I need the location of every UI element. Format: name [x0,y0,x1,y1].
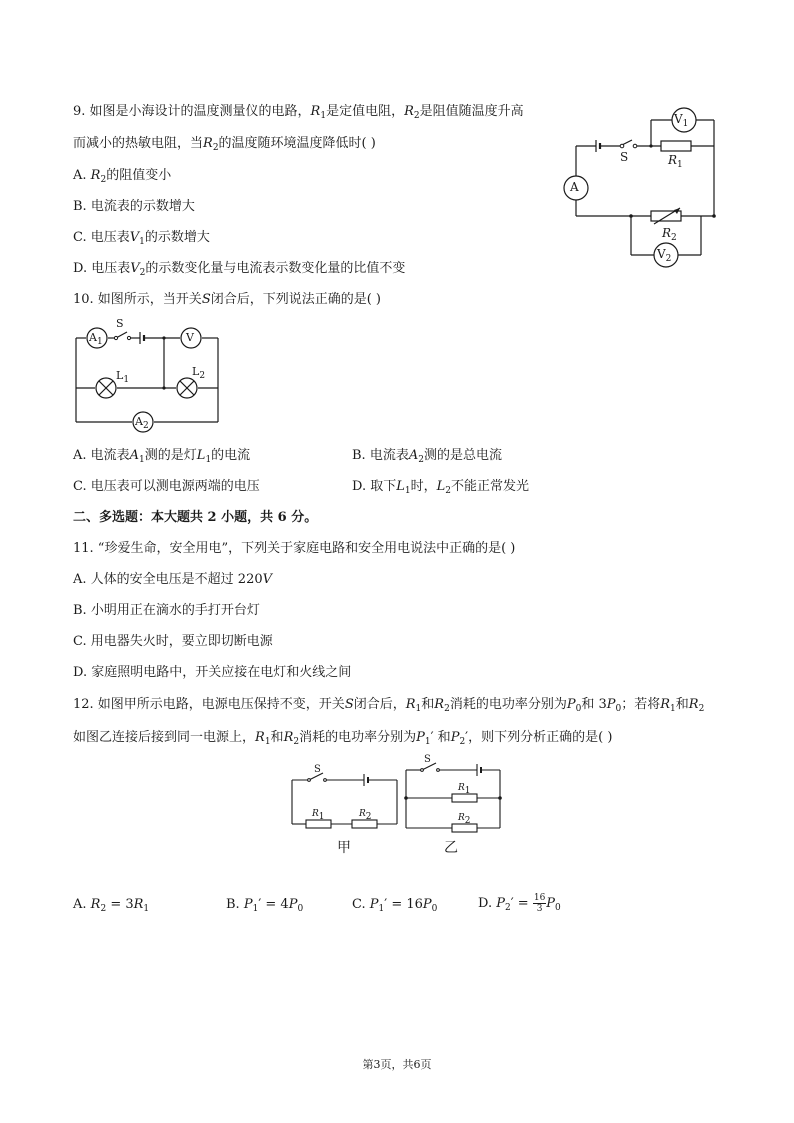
q10-l2-label: $L_2$ [192,365,206,381]
q10-switch-label: S [116,317,124,330]
q9-option-c: C. 电压表$V_1$的示数增大 [73,230,210,247]
q11-option-d: D. 家庭照明电路中，开关应接在电灯和火线之间 [73,665,352,680]
q12-jia-r1-label: R1 [312,809,325,822]
q12-jia-r2-label: R2 [359,809,372,822]
q9-v1-label: $V_1$ [674,112,689,129]
q10-option-d: D. 取下$L_1$时，$L_2$不能正常发光 [352,479,530,496]
q10-option-c: C. 电压表可以测电源两端的电压 [73,479,260,494]
section-heading-multiple-choice: 二、多选题：本大题共 2 小题，共 6 分。 [73,510,318,525]
q12-caption-yi: 乙 [444,840,458,856]
q12-stem-line1: 12. 如图甲所示电路，电源电压保持不变，开关S闭合后，$R_1$和$R_2$消耗的电功率分别为$P_0$和 $3P_0$；若将$R_1$和$R_2$ [73,697,705,714]
q12-option-d: D. $P_2'$ = $\frac{16}{3}$ $P_0$ [478,893,561,914]
q12-yi-r2-label: R2 [458,813,471,826]
q11-stem: 11. “珍爱生命，安全用电”，下列关于家庭电路和安全用电说法中正确的是( ) [73,541,516,556]
q12-option-b: B. $P_1' = 4P_0$ [226,897,304,914]
page-footer: 第3页，共6页 [362,1058,432,1071]
q9-v2-label: $V_2$ [657,247,672,264]
q12-option-c: C. $P_1' = 16P_0$ [352,897,438,914]
q10-a2-label: $A_2$ [135,415,149,431]
q9-ammeter-label: A [570,180,579,194]
q12-yi-r1-label: R1 [458,783,471,796]
q11-option-c: C. 用电器失火时，要立即切断电源 [73,634,273,649]
q12-jia-switch-label: S [314,764,321,775]
q10-voltmeter-label: V [186,331,194,344]
q9-r2-label: $R_2$ [662,226,677,243]
q12-circuit-jia [289,762,401,832]
q9-circuit-diagram [556,100,726,270]
q12-caption-jia: 甲 [337,840,351,856]
q10-l1-label: $L_1$ [116,369,130,385]
q11-option-a: A. 人体的安全电压是不超过 220V [73,572,273,587]
q10-stem: 10. 如图所示，当开关S闭合后，下列说法正确的是( ) [73,292,381,307]
q10-option-b: B. 电流表$A_2$测的是总电流 [352,448,502,465]
q9-option-b: B. 电流表的示数增大 [73,199,195,214]
q10-a1-label: $A_1$ [89,331,103,347]
q9-r1-label: $R_1$ [668,153,683,170]
q9-option-d: D. 电压表$V_2$的示数变化量与电流表示数变化量的比值不变 [73,261,406,278]
fraction-16-3: $\frac{16}{3}$ [533,893,546,914]
q12-option-a: A. $R_2 = 3R_1$ [73,897,150,914]
q10-option-a: A. 电流表$A_1$测的是灯$L_1$的电流 [73,448,251,465]
q12-circuit-yi [402,752,507,834]
q12-yi-switch-label: S [424,754,431,765]
q9-stem-line1: 9. 如图是小海设计的温度测量仪的电路，$R_1$是定值电阻，$R_2$是阻值随温度升高 [73,104,524,121]
q10-circuit-diagram [72,318,227,438]
q9-switch-label: S [620,150,629,164]
q9-stem-line2: 而减小的热敏电阻，当$R_2$的温度随环境温度降低时( ) [73,136,376,153]
q12-stem-line2: 如图乙连接后接到同一电源上，$R_1$和$R_2$消耗的电功率分别为$P_1'$ 和$P_2'$，则下列分析正确的是( ) [73,730,613,747]
q11-option-b: B. 小明用正在滴水的手打开台灯 [73,603,260,618]
q9-option-a: A. $R_2$的阻值变小 [73,168,172,185]
